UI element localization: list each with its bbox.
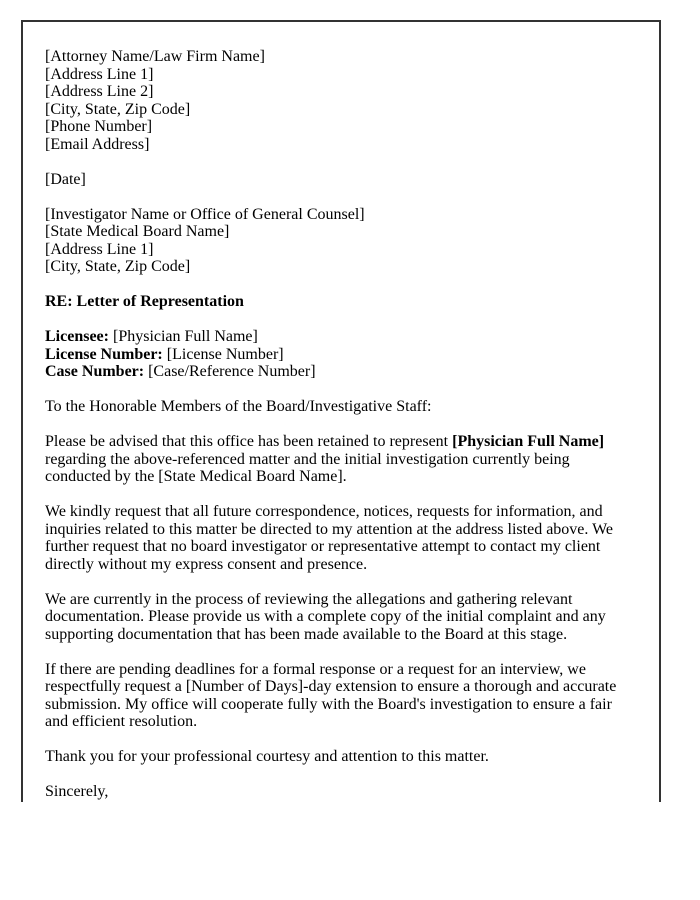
letter-content [23, 22, 659, 801]
recipient-address-block [45, 206, 635, 276]
sender-phone: [Phone Number] [45, 118, 153, 135]
case-number-label: Case Number: [45, 363, 145, 380]
paragraph-retained-pre: Please be advised that this office has been retained to represent [45, 433, 453, 450]
paragraph-documentation-request: We are currently in the process of reviewing the allegations and gathering relevant documentation. Please provide us with a complete copy of the initial complaint and any supporting documentation that has been made available to the Board at this stage. [45, 590, 606, 643]
recipient-address-line-1: [Address Line 1] [45, 240, 154, 258]
date-line: [Date] [45, 170, 86, 188]
sender-city-state-zip: [City, State, Zip Code] [45, 100, 191, 118]
recipient-city-state-zip: [City, State, Zip Code] [45, 258, 191, 275]
sender-email: [Email Address] [45, 135, 150, 153]
closing-thanks: Thank you for your professional courtesy and attention to this matter. [45, 748, 489, 765]
sender-address-block [45, 48, 635, 153]
case-number-value: [Case/Reference Number] [148, 363, 316, 380]
salutation: To the Honorable Members of the Board/Investigative Staff: [45, 398, 432, 415]
paragraph-extension-request: If there are pending deadlines for a formal response or a request for an interview, we respectfully request a [Number of Days]-day extension to ensure a thorough and accurate submission. My office will cooperate fully with the Board's investigation to ensure a fair and efficient resolution. [45, 660, 617, 730]
license-number-label: License Number: [45, 345, 163, 363]
license-number-row [45, 346, 635, 364]
sender-address-line-2: [Address Line 2] [45, 83, 154, 100]
paragraph-correspondence-request: We kindly request that all future correspondence, notices, requests for information, and inquiries related to this matter be directed to my attention at the address listed above. We further request that no board investigator or representative attempt to contact my client directly without my express consent and presence. [45, 503, 614, 573]
recipient-name-line: [Investigator Name or Office of General Counsel] [45, 205, 365, 223]
license-number-value: [License Number] [166, 345, 284, 363]
paragraph-retained-physician-name: [Physician Full Name] [452, 433, 605, 450]
subject-line: RE: Letter of Representation [45, 293, 244, 310]
licensee-value: [Physician Full Name] [112, 328, 258, 345]
letter-border-frame [21, 20, 661, 802]
case-info-block [45, 328, 635, 381]
sender-name-line: [Attorney Name/Law Firm Name] [45, 48, 265, 65]
licensee-row [45, 328, 635, 346]
case-number-row [45, 363, 635, 381]
recipient-board-name: [State Medical Board Name] [45, 223, 230, 240]
paragraph-retained-notice [45, 433, 635, 486]
sender-address-line-1: [Address Line 1] [45, 65, 154, 83]
licensee-label: Licensee: [45, 328, 109, 345]
signoff: Sincerely, [45, 783, 109, 800]
paragraph-retained-post: regarding the above-referenced matter and the initial investigation currently being conducted by the [State Medical Board Name]. [45, 450, 570, 485]
